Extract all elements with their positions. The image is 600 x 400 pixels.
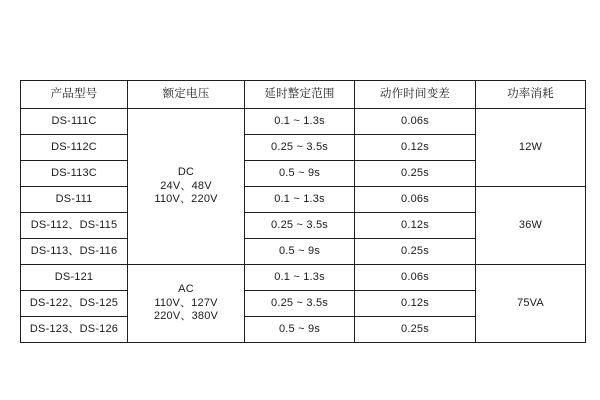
column-header-range: 延时整定范围 xyxy=(245,81,355,109)
cell-deviation: 0.12s xyxy=(355,135,476,161)
cell-range: 0.1 ~ 1.3s xyxy=(245,265,355,291)
cell-deviation: 0.25s xyxy=(355,161,476,187)
cell-model: DS-122、DS-125 xyxy=(21,291,128,317)
cell-power: 75VA xyxy=(476,265,586,343)
table-row xyxy=(21,265,586,291)
cell-range: 0.5 ~ 9s xyxy=(245,317,355,343)
cell-range: 0.25 ~ 3.5s xyxy=(245,291,355,317)
cell-range: 0.5 ~ 9s xyxy=(245,239,355,265)
voltage-line-3: 110V、220V xyxy=(154,193,218,206)
cell-deviation: 0.25s xyxy=(355,239,476,265)
table-header-row xyxy=(21,81,586,109)
cell-range: 0.25 ~ 3.5s xyxy=(245,213,355,239)
table-row xyxy=(21,187,586,213)
cell-power: 36W xyxy=(476,187,586,265)
cell-model: DS-112C xyxy=(21,135,128,161)
cell-deviation: 0.12s xyxy=(355,291,476,317)
column-header-model: 产品型号 xyxy=(21,81,128,109)
voltage-line-3: 220V、380V xyxy=(153,310,219,323)
cell-voltage xyxy=(128,265,245,343)
voltage-line-2: 24V、48V xyxy=(160,179,212,192)
column-header-deviation: 动作时间变差 xyxy=(355,81,476,109)
column-header-power: 功率消耗 xyxy=(476,81,586,109)
cell-voltage xyxy=(128,109,245,265)
cell-power: 12W xyxy=(476,109,586,187)
table-row xyxy=(21,109,586,135)
specification-table xyxy=(20,80,586,343)
cell-range: 0.5 ~ 9s xyxy=(245,161,355,187)
cell-model: DS-121 xyxy=(21,265,128,291)
cell-range: 0.25 ~ 3.5s xyxy=(245,135,355,161)
cell-deviation: 0.25s xyxy=(355,317,476,343)
voltage-line-2: 110V、127V xyxy=(154,296,218,309)
cell-model: DS-123、DS-126 xyxy=(21,317,128,343)
voltage-line-1: DC xyxy=(177,165,195,178)
cell-deviation: 0.12s xyxy=(355,213,476,239)
column-header-voltage: 额定电压 xyxy=(128,81,245,109)
cell-range: 0.1 ~ 1.3s xyxy=(245,109,355,135)
cell-model: DS-113、DS-116 xyxy=(21,239,128,265)
cell-model: DS-113C xyxy=(21,161,128,187)
voltage-line-1: AC xyxy=(178,282,194,295)
cell-deviation: 0.06s xyxy=(355,109,476,135)
cell-range: 0.1 ~ 1.3s xyxy=(245,187,355,213)
cell-deviation: 0.06s xyxy=(355,187,476,213)
cell-model: DS-111C xyxy=(21,109,128,135)
cell-deviation: 0.06s xyxy=(355,265,476,291)
cell-model: DS-112、DS-115 xyxy=(21,213,128,239)
cell-model: DS-111 xyxy=(21,187,128,213)
table-body xyxy=(21,109,586,343)
table-header xyxy=(21,81,586,109)
